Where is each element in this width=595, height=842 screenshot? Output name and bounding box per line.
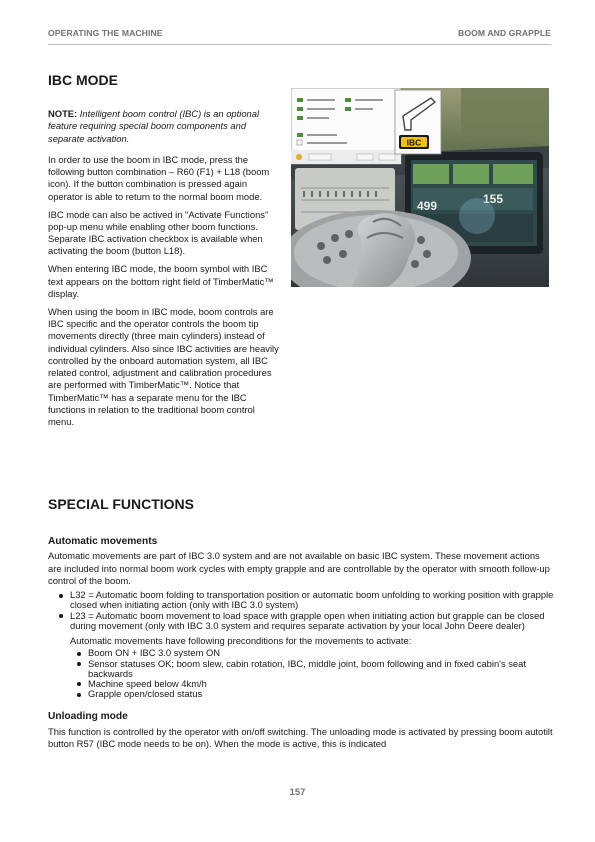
header-chapter-title: BOOM AND GRAPPLE <box>458 28 551 38</box>
page-number: 157 <box>289 786 306 797</box>
special-functions-heading: SPECIAL FUNCTIONS <box>48 496 194 512</box>
ibc-paragraph: In order to use the boom in IBC mode, press the following button combination – R60 (F1) + L18 (boom icon). If the button combination is pressed again operator is able to return to the normal boom mode. <box>48 153 270 202</box>
display-left-value: 499 <box>417 199 438 213</box>
ibc-mode-body <box>48 108 280 434</box>
list-item: Grapple open/closed status <box>48 689 554 699</box>
unloading-mode-text: This function is controlled by the operator with on/off switching. The unloading mode is activated by pressing boom autotilt button R57 (IBC mode needs to be on). When the mode is active, this is indicated <box>48 725 553 749</box>
special-functions-body <box>48 536 554 750</box>
list-item: L32 = Automatic boom folding to transportation position or automatic boom unfolding to working position with grapple closed when initiating action (only with IBC 3.0 system) <box>48 590 554 610</box>
header-divider <box>48 44 551 45</box>
note-label: NOTE: <box>48 108 78 119</box>
ibc-mode-heading: IBC MODE <box>48 72 118 88</box>
cab-control-photo <box>291 88 549 287</box>
list-item: Sensor statuses OK; boom slew, cabin rotation, IBC, middle joint, boom following and in fixed cabin's seat backwards <box>48 659 554 679</box>
automatic-movements-heading: Automatic movements <box>48 536 158 547</box>
note-text: Intelligent boom control (IBC) is an optional feature requiring special boom components and separate activation. <box>48 108 260 144</box>
list-item: L23 = Automatic boom movement to load space with grapple open when initiating action but grapple can be closed during movement (only with IBC 3.0 system and requires separate activation by your local John Deere dealer) <box>48 611 554 631</box>
running-header <box>48 28 551 42</box>
ibc-badge-text: IBC <box>406 137 422 148</box>
header-section-title: OPERATING THE MACHINE <box>48 28 163 38</box>
ibc-paragraph: When entering IBC mode, the boom symbol with IBC text appears on the bottom right field of TimberMatic™ display. <box>48 263 274 299</box>
note-paragraph <box>48 108 280 145</box>
preconditions-intro: Automatic movements have following preconditions for the movements to activate: <box>70 635 412 646</box>
ibc-paragraph: IBC mode can also be actived in "Activate Functions" pop-up menu while enabling other boom functions. Separate IBC activation checkbox is available when activating the boom (button L18). <box>48 208 269 257</box>
preconditions-list <box>48 648 554 699</box>
ibc-paragraph: When using the boom in IBC mode, boom controls are IBC specific and the operator controls the boom tip movements directly (three main cylinders) instead of individual cylinders. Also since IBC activities are heavily controlled by the onboard automation system, all IBC related control, adjustment and calibration procedures are performed with TimberMatic™. Notice that TimberMatic™ has a separate menu for the IBC functions in relation to the traditional boom control menu. <box>48 305 279 428</box>
list-item: Machine speed below 4km/h <box>48 679 554 689</box>
cab-photo-illustration <box>291 88 549 287</box>
automatic-movements-list <box>48 590 554 631</box>
list-item: Boom ON + IBC 3.0 system ON <box>48 648 554 658</box>
unloading-mode-heading: Unloading mode <box>48 711 128 723</box>
display-right-value: 155 <box>483 192 504 206</box>
automatic-movements-intro: Automatic movements are part of IBC 3.0 system and are not available on basic IBC system. These movement actions are included into normal boom work cycles with empty grapple and are controllable by the operator with smooth follow-up control of the boom. <box>48 550 550 586</box>
